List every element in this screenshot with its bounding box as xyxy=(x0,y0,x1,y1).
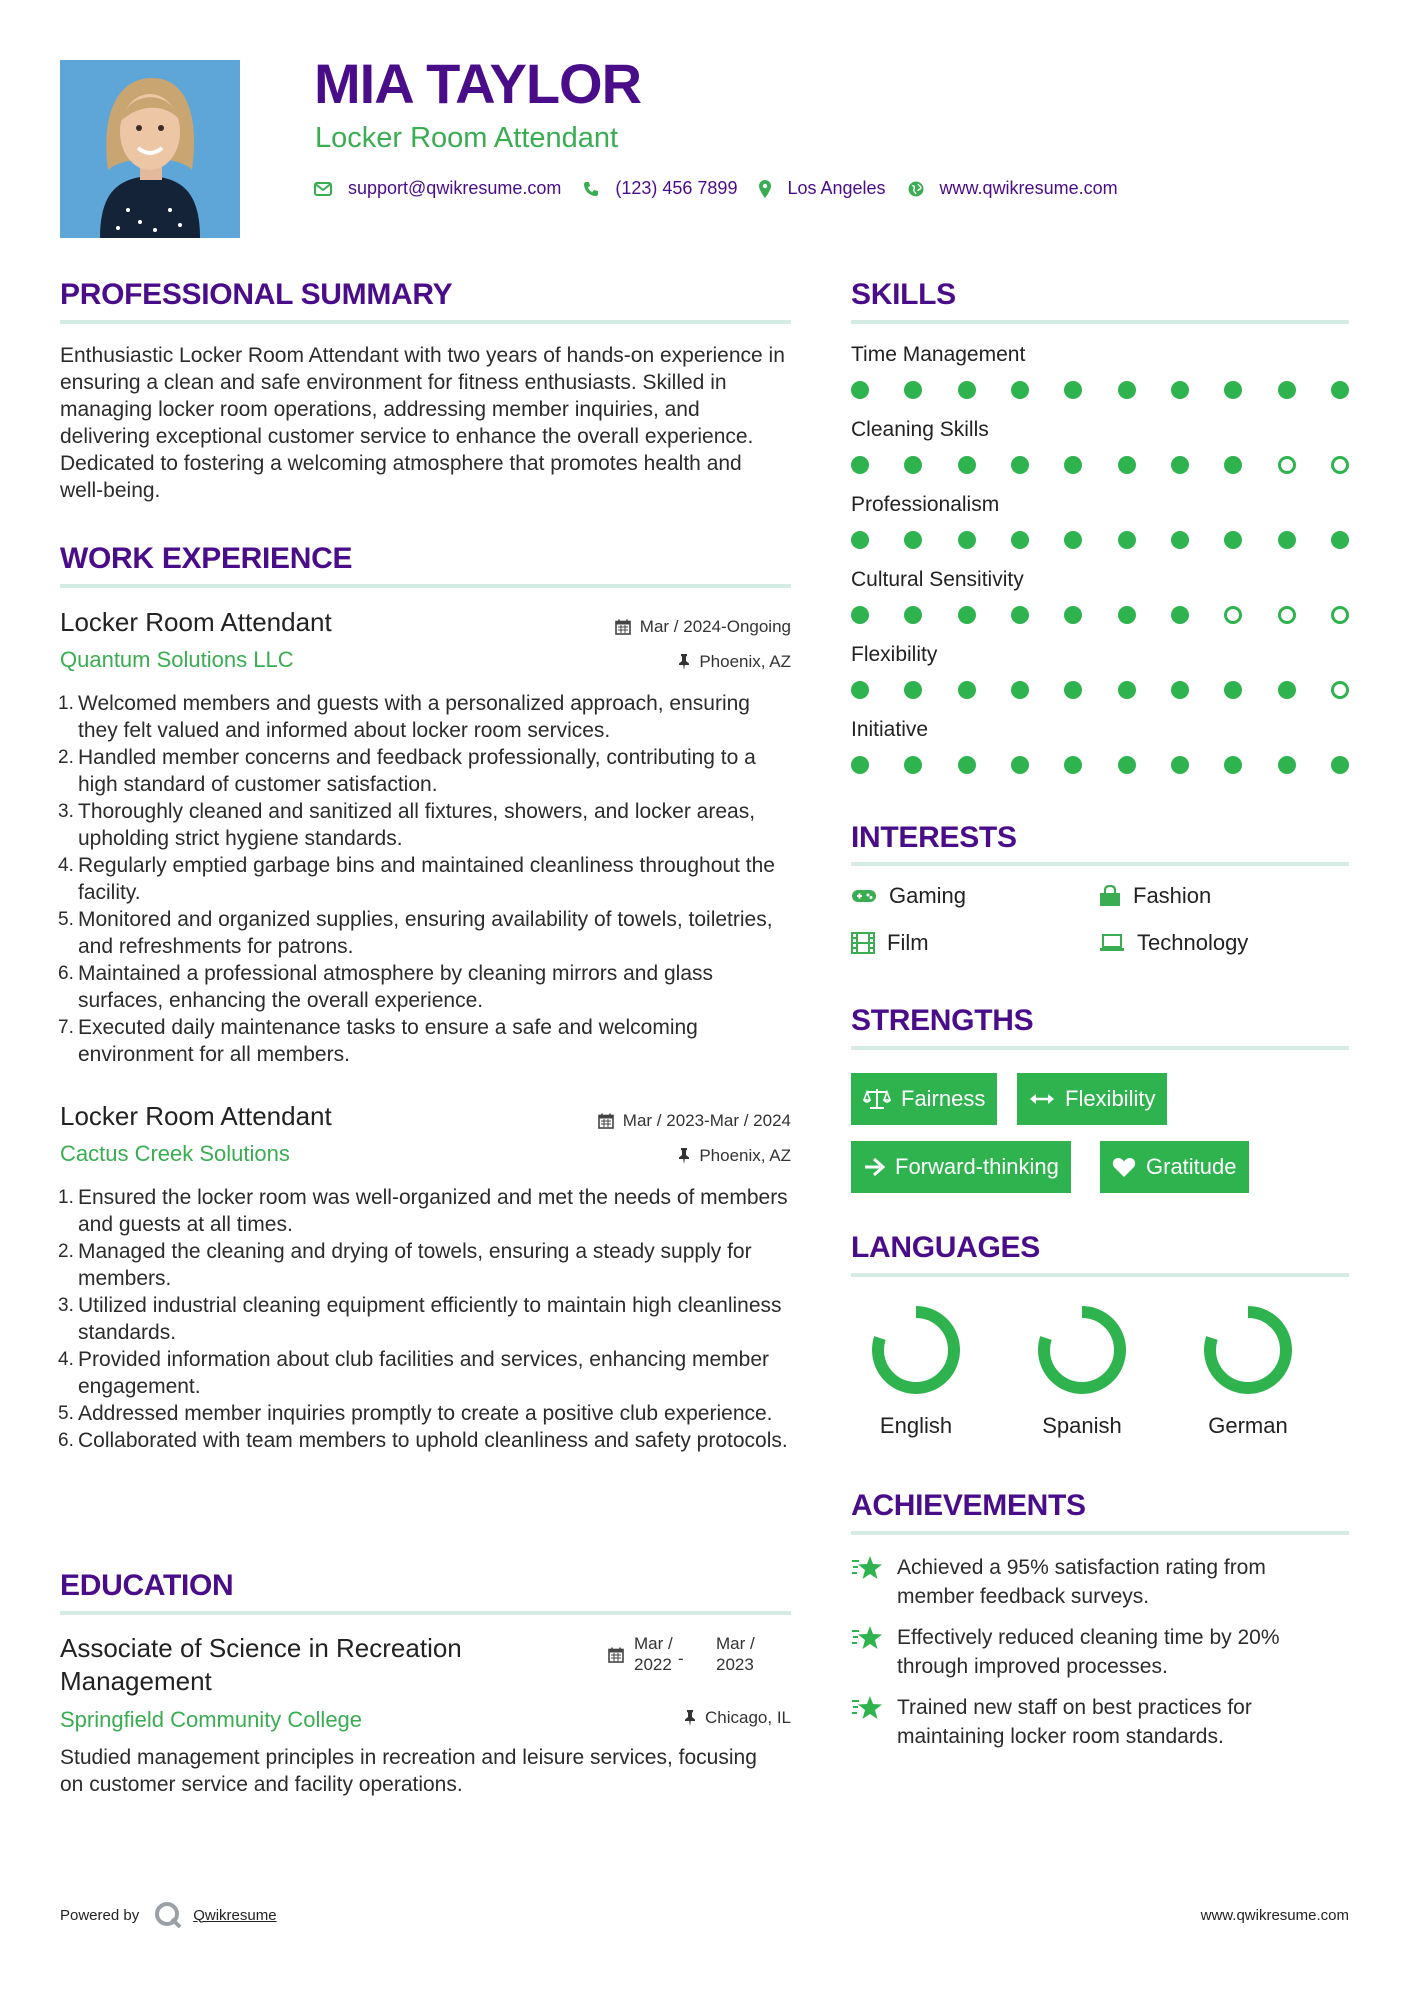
rating-dot-filled xyxy=(1118,681,1136,699)
duty-item: 4. Regularly emptied garbage bins and maintained cleanliness throughout the facility. xyxy=(58,854,775,904)
duty-item: 5. Monitored and organized supplies, ensuring availability of towels, toiletries, and refreshments for patrons. xyxy=(58,908,773,958)
rating-dot-empty xyxy=(1224,606,1242,624)
strengths-heading: STRENGTHS xyxy=(851,1004,1034,1037)
rating-dot-filled xyxy=(958,756,976,774)
duty-item: 6. Maintained a professional atmosphere by cleaning mirrors and glass surfaces, enhancing the overall experience. xyxy=(58,962,714,1012)
interests-rule xyxy=(851,862,1349,866)
contact-location xyxy=(759,178,885,199)
achievement-text: Effectively reduced cleaning time by 20% through improved processes. xyxy=(897,1626,1280,1678)
strengths-rule xyxy=(851,1046,1349,1050)
job-dates xyxy=(615,618,791,635)
language-ring xyxy=(1032,1300,1132,1400)
skills-heading: SKILLS xyxy=(851,278,956,311)
strength-tag xyxy=(1017,1073,1167,1125)
footer-powered-by xyxy=(60,1900,277,1930)
rating-dot-filled xyxy=(1118,456,1136,474)
rating-dot-filled xyxy=(1171,606,1189,624)
edu-location-text: Chicago, IL xyxy=(705,1708,791,1727)
contact-email[interactable] xyxy=(314,178,561,199)
duty-text: Ensured the locker room was well-organized and met the needs of members and guests at all times. xyxy=(78,1186,788,1236)
rating-dot-empty xyxy=(1278,606,1296,624)
film-icon xyxy=(851,932,875,954)
rating-dot-filled xyxy=(904,456,922,474)
experience-rule xyxy=(60,584,791,588)
rating-dot-filled xyxy=(1064,531,1082,549)
interest-label: Fashion xyxy=(1133,883,1212,908)
duty-text: Collaborated with team members to uphold cleanliness and safety protocols. xyxy=(78,1429,788,1452)
star-achievement-icon xyxy=(851,1625,883,1651)
rating-dot-filled xyxy=(1224,381,1242,399)
duty-item: 3. Utilized industrial cleaning equipment efficiently to maintain high cleanliness standards. xyxy=(58,1294,782,1344)
rating-dot-filled xyxy=(1224,681,1242,699)
rating-dot-filled xyxy=(958,531,976,549)
rating-dot-filled xyxy=(1118,381,1136,399)
job-dates-text: Mar / 2023-Mar / 2024 xyxy=(622,1111,791,1130)
globe-icon xyxy=(908,181,924,197)
arrow-right-icon xyxy=(863,1157,885,1177)
skill-name: Initiative xyxy=(851,718,929,741)
language-name: Spanish xyxy=(1042,1413,1122,1438)
language-gauge xyxy=(1022,1300,1142,1405)
rating-dot-filled xyxy=(958,606,976,624)
shopping-bag-icon xyxy=(1099,885,1121,907)
duty-text: Provided information about club facilities and services, enhancing member engagement. xyxy=(78,1348,770,1398)
language-name: English xyxy=(879,1413,953,1438)
summary-heading: PROFESSIONAL SUMMARY xyxy=(60,278,453,311)
rating-dot-filled xyxy=(851,681,869,699)
job-dates xyxy=(598,1112,791,1129)
contact-email-text: support@qwikresume.com xyxy=(348,178,562,198)
pushpin-icon xyxy=(684,1710,696,1726)
duty-item: 7. Executed daily maintenance tasks to ensure a safe and welcoming environment for all members. xyxy=(58,1016,698,1066)
achievement-item xyxy=(851,1623,1331,1681)
duty-item: 4. Provided information about club facilities and services, enhancing member engagement. xyxy=(58,1348,770,1398)
rating-dot-filled xyxy=(1278,681,1296,699)
language-gauge xyxy=(1188,1300,1308,1405)
star-achievement-icon xyxy=(851,1555,883,1581)
interest-item xyxy=(851,885,966,907)
contact-website-text: www.qwikresume.com xyxy=(939,178,1118,198)
rating-dot-empty xyxy=(1331,606,1349,624)
rating-dot-filled xyxy=(904,756,922,774)
strength-label: Forward-thinking xyxy=(895,1154,1059,1179)
skill-rating xyxy=(851,531,1349,549)
job-company: Quantum Solutions LLC xyxy=(60,647,294,672)
rating-dot-empty xyxy=(1331,456,1349,474)
calendar-icon xyxy=(598,1113,614,1129)
education-rule xyxy=(60,1611,791,1615)
rating-dot-filled xyxy=(1171,456,1189,474)
interest-label: Film xyxy=(887,930,929,955)
rating-dot-filled xyxy=(1278,531,1296,549)
school-name: Springfield Community College xyxy=(60,1707,363,1732)
duty-item: 2. Managed the cleaning and drying of towels, ensuring a steady supply for members. xyxy=(58,1240,752,1290)
rating-dot-filled xyxy=(1278,756,1296,774)
qwikresume-link[interactable]: Qwikresume xyxy=(193,1906,277,1924)
rating-dot-filled xyxy=(1011,756,1029,774)
job-location-text: Phoenix, AZ xyxy=(699,1146,791,1165)
candidate-name: MIA TAYLOR xyxy=(314,52,642,115)
degree-title: Associate of Science in Recreation Management xyxy=(60,1633,462,1696)
skill-name: Flexibility xyxy=(851,643,938,666)
rating-dot-filled xyxy=(1171,756,1189,774)
duty-text: Maintained a professional atmosphere by cleaning mirrors and glass surfaces, enhancing the overall experience. xyxy=(78,962,714,1012)
achievement-item xyxy=(851,1553,1331,1611)
skill-name: Time Management xyxy=(851,343,1026,366)
candidate-title: Locker Room Attendant xyxy=(315,122,619,154)
achievement-item xyxy=(851,1693,1331,1751)
rating-dot-filled xyxy=(1331,381,1349,399)
interests-heading: INTERESTS xyxy=(851,821,1017,854)
interest-item xyxy=(1099,932,1248,954)
duty-item: 6. Collaborated with team members to uphold cleanliness and safety protocols. xyxy=(58,1429,788,1452)
languages-rule xyxy=(851,1273,1349,1277)
strength-label: Fairness xyxy=(901,1086,986,1111)
calendar-icon xyxy=(615,619,631,635)
skill-name: Cultural Sensitivity xyxy=(851,568,1024,591)
rating-dot-filled xyxy=(851,531,869,549)
rating-dot-filled xyxy=(1118,531,1136,549)
duty-text: Executed daily maintenance tasks to ensure a safe and welcoming environment for all members. xyxy=(78,1016,698,1066)
rating-dot-filled xyxy=(851,456,869,474)
arrows-horizontal-icon xyxy=(1029,1092,1055,1106)
experience-heading: WORK EXPERIENCE xyxy=(60,542,353,575)
powered-by-text: Powered by xyxy=(60,1906,140,1924)
duty-item: 1. Ensured the locker room was well-organized and met the needs of members and guests at all times. xyxy=(58,1186,788,1236)
languages-heading: LANGUAGES xyxy=(851,1231,1040,1264)
rating-dot-filled xyxy=(1224,531,1242,549)
language-gauge xyxy=(856,1300,976,1405)
interest-label: Gaming xyxy=(889,883,967,908)
skill-name: Professionalism xyxy=(851,493,1000,516)
rating-dot-filled xyxy=(1011,531,1029,549)
language-level-arc xyxy=(1044,1312,1120,1388)
rating-dot-filled xyxy=(1011,606,1029,624)
pushpin-icon xyxy=(678,1148,690,1164)
duty-text: Managed the cleaning and drying of towels, ensuring a steady supply for members. xyxy=(78,1240,752,1290)
rating-dot-filled xyxy=(904,606,922,624)
pushpin-icon xyxy=(678,654,690,670)
contact-website[interactable] xyxy=(908,178,1118,199)
achievement-text: Achieved a 95% satisfaction rating from member feedback surveys. xyxy=(897,1556,1266,1608)
edu-location xyxy=(684,1709,791,1726)
achievement-text: Trained new staff on best practices for maintaining locker room standards. xyxy=(897,1696,1252,1748)
edu-end-date: Mar / 2023 xyxy=(716,1634,755,1674)
interest-label: Technology xyxy=(1137,930,1249,955)
edu-start-date: Mar / 2022 xyxy=(634,1634,673,1674)
strength-tag xyxy=(851,1141,1071,1193)
strength-tag xyxy=(851,1073,997,1125)
duty-text: Handled member concerns and feedback professionally, contributing to a high standard of customer satisfaction. xyxy=(78,746,756,796)
education-heading: EDUCATION xyxy=(60,1569,234,1602)
duty-text: Utilized industrial cleaning equipment efficiently to maintain high cleanliness standards. xyxy=(78,1294,782,1344)
skills-rule xyxy=(851,320,1349,324)
rating-dot-filled xyxy=(1331,756,1349,774)
rating-dot-filled xyxy=(1171,681,1189,699)
job-dates-text: Mar / 2024-Ongoing xyxy=(639,617,791,636)
skill-rating xyxy=(851,756,1349,774)
rating-dot-filled xyxy=(1064,381,1082,399)
education-description: Studied management principles in recreation and leisure services, focusing on customer service and facility operations. xyxy=(60,1746,757,1796)
contact-location-text: Los Angeles xyxy=(787,178,886,198)
heart-icon xyxy=(1112,1156,1136,1178)
star-achievement-icon xyxy=(851,1695,883,1721)
job-duties-list xyxy=(60,690,790,1068)
language-ring xyxy=(1198,1300,1298,1400)
rating-dot-filled xyxy=(1064,606,1082,624)
language-level-arc xyxy=(878,1312,954,1388)
rating-dot-filled xyxy=(958,456,976,474)
rating-dot-filled xyxy=(1224,456,1242,474)
phone-icon xyxy=(583,181,599,197)
duty-text: Welcomed members and guests with a personalized approach, ensuring they felt valued and informed about locker room services. xyxy=(78,692,750,742)
language-ring xyxy=(866,1300,966,1400)
laptop-icon xyxy=(1099,934,1125,952)
job-title: Locker Room Attendant xyxy=(60,1101,332,1131)
rating-dot-filled xyxy=(1064,681,1082,699)
strength-label: Flexibility xyxy=(1065,1086,1156,1111)
duty-text: Regularly emptied garbage bins and maintained cleanliness throughout the facility. xyxy=(78,854,775,904)
language-name: German xyxy=(1208,1413,1288,1438)
interest-item xyxy=(851,932,929,954)
contact-bar xyxy=(314,178,1140,199)
rating-dot-filled xyxy=(1118,756,1136,774)
skill-name: Cleaning Skills xyxy=(851,418,989,441)
edu-date-separator: - xyxy=(678,1649,684,1668)
job-duties-list xyxy=(60,1184,790,1454)
job-company: Cactus Creek Solutions xyxy=(60,1141,290,1166)
language-level-arc xyxy=(1210,1312,1286,1388)
gamepad-icon xyxy=(851,888,877,904)
rating-dot-filled xyxy=(1118,606,1136,624)
rating-dot-filled xyxy=(1011,381,1029,399)
job-location xyxy=(678,653,791,670)
job-location-text: Phoenix, AZ xyxy=(699,652,791,671)
duty-text: Thoroughly cleaned and sanitized all fixtures, showers, and locker areas, upholding strict hygiene standards. xyxy=(78,800,756,850)
profile-photo xyxy=(60,60,240,238)
rating-dot-empty xyxy=(1331,681,1349,699)
rating-dot-filled xyxy=(1064,456,1082,474)
duty-item: 3. Thoroughly cleaned and sanitized all fixtures, showers, and locker areas, upholding strict hygiene standards. xyxy=(58,800,756,850)
qwikresume-logo-icon xyxy=(153,1900,183,1930)
strength-tag xyxy=(1100,1141,1249,1193)
rating-dot-filled xyxy=(1011,681,1029,699)
rating-dot-filled xyxy=(904,681,922,699)
rating-dot-filled xyxy=(851,381,869,399)
rating-dot-filled xyxy=(904,381,922,399)
rating-dot-filled xyxy=(958,681,976,699)
duty-text: Addressed member inquiries promptly to create a positive club experience. xyxy=(78,1402,773,1425)
strength-label: Gratitude xyxy=(1146,1154,1237,1179)
skill-rating xyxy=(851,681,1349,699)
rating-dot-filled xyxy=(1331,531,1349,549)
summary-rule xyxy=(60,320,791,324)
rating-dot-filled xyxy=(851,756,869,774)
duty-item: 2. Handled member concerns and feedback professionally, contributing to a high standard of customer satisfaction. xyxy=(58,746,756,796)
job-title: Locker Room Attendant xyxy=(60,607,332,637)
contact-phone-text: (123) 456 7899 xyxy=(615,178,738,198)
rating-dot-filled xyxy=(1278,381,1296,399)
duty-item: 1. Welcomed members and guests with a personalized approach, ensuring they felt valued and informed about locker room services. xyxy=(58,692,750,742)
envelope-icon xyxy=(314,182,332,196)
skill-rating xyxy=(851,381,1349,399)
summary-text: Enthusiastic Locker Room Attendant with two years of hands-on experience in ensuring a clean and safe environment for fitness enthusiasts. Skilled in managing locker room operations, addressing member inquiries, and delivering exceptional customer service to enhance the overall experience. Dedicated to fostering a welcoming atmosphere that promotes health and well-being. xyxy=(60,344,785,502)
skill-rating xyxy=(851,456,1349,474)
balance-scale-icon xyxy=(863,1088,891,1110)
rating-dot-filled xyxy=(1011,456,1029,474)
interest-item xyxy=(1099,885,1211,907)
duty-item: 5. Addressed member inquiries promptly to create a positive club experience. xyxy=(58,1402,773,1425)
calendar-icon xyxy=(608,1647,624,1663)
achievements-rule xyxy=(851,1531,1349,1535)
achievements-heading: ACHIEVEMENTS xyxy=(851,1489,1086,1522)
skill-rating xyxy=(851,606,1349,624)
rating-dot-filled xyxy=(1064,756,1082,774)
rating-dot-filled xyxy=(851,606,869,624)
rating-dot-filled xyxy=(1171,381,1189,399)
rating-dot-filled xyxy=(958,381,976,399)
rating-dot-filled xyxy=(904,531,922,549)
duty-text: Monitored and organized supplies, ensuring availability of towels, toiletries, and refreshments for patrons. xyxy=(78,908,773,958)
rating-dot-empty xyxy=(1278,456,1296,474)
contact-phone[interactable] xyxy=(583,178,737,199)
rating-dot-filled xyxy=(1224,756,1242,774)
footer-website[interactable]: www.qwikresume.com xyxy=(1200,1907,1349,1924)
map-pin-icon xyxy=(759,180,771,198)
rating-dot-filled xyxy=(1171,531,1189,549)
job-location xyxy=(678,1147,791,1164)
